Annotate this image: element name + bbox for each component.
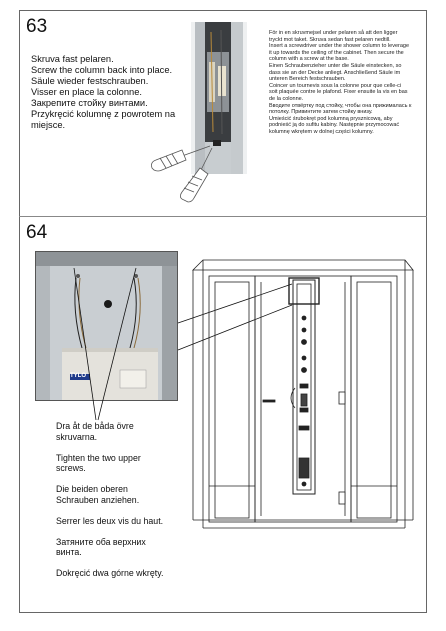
detail-line: потолку. Привинтите затем стойку внизу. [269,109,373,116]
caption-fr [56,516,196,527]
step-64-captions [56,421,196,589]
caption-line: screws. [56,463,86,473]
detail-line: Вводите отвёртку под стойку, чтобы она прижималась к [269,102,412,109]
caption-sv [56,421,196,442]
detail-line: Umieścić śrubokręt pod kolumną prysznicową, aby [269,115,393,122]
detail-line: För in en skruvmejsel under pelaren så att den ligger [269,30,398,36]
detail-line: podnieść ją do sufitu kabiny. Następnie przymocować [269,122,400,129]
step-63-line-sv: Skruva fast pelaren. [31,54,114,64]
step-63-line-de: Säule wieder festschrauben. [31,76,149,86]
step-63-line-fr: Visser en place la colonne. [31,87,142,97]
caption-en [56,453,196,474]
detail-line: soit plaquée contre le plafond. Fixer ensuite la vis en bas [269,89,408,96]
detail-line: Einen Schraubenzieher unter die Säule einstecken, so [269,62,402,69]
detail-line: Coincer un tournevis sous la colonne pour que celle-ci [269,82,402,89]
caption-line: skruvarna. [56,431,98,442]
caption-de [56,484,196,505]
caption-line: Dokręcić dwa górne wkręty. [56,568,164,578]
caption-line: Затяните оба верхних [56,536,146,547]
detail-line: column with a screw at the base. [269,56,349,63]
caption-line: Serrer les deux vis du haut. [56,515,164,526]
shower-cabinet-drawing [191,258,417,532]
detail-line: tryckt mot taket. Skruva sedan fast pelaren nedtill. [269,36,391,43]
caption-line: Tighten the two upper [56,452,141,463]
step-63-line-pl: Przykręcić kolumnę z powrotem na [31,109,176,119]
step-64-number: 64 [26,222,48,243]
step-63-line-pl-2: miejsce. [31,120,66,130]
caption-line: Schrauben anziehen. [56,494,140,505]
detail-line: kolumnę wkrętem w dolnej części kolumny. [269,128,374,135]
caption-line: Dra åt de båda övre [56,421,134,431]
caption-ru [56,537,196,558]
detail-line: it up towards the ceiling of the cabinet. Then secure the [269,49,404,56]
caption-line: винта. [56,547,82,557]
detail-line: de la colonne. [269,95,304,102]
caption-line: Die beiden oberen [56,484,128,494]
caption-pl [56,568,196,579]
step-63-number: 63 [26,16,48,37]
detail-line: dass sie an der Decke anliegt. Anschließend Säule im [269,69,401,76]
detail-line: Insert a screwdriver under the shower column to leverage [269,43,410,50]
step-63-line-en: Screw the column back into place. [31,65,173,75]
brand-label: TYLO [70,373,86,379]
detail-line: unteren Bereich festschrauben. [269,76,346,83]
step-63-line-ru: Закрепите стойку винтами. [31,98,148,108]
